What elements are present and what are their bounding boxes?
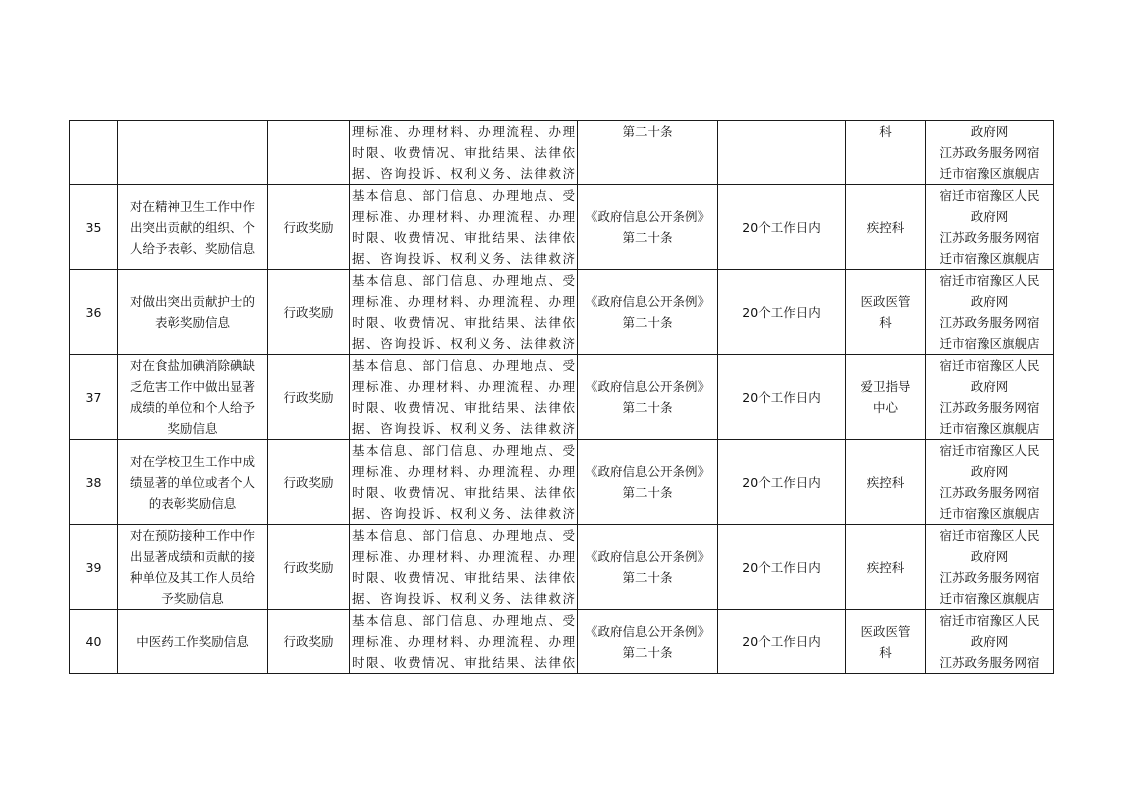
basis-line: 《政府信息公开条例》: [584, 379, 710, 394]
content-line: 时限、收费情况、审批结果、法律依: [352, 400, 575, 415]
category-cell: 行政奖励: [268, 525, 350, 610]
department-cell: [846, 355, 926, 440]
department-cell: [846, 610, 926, 674]
channel-cell: [926, 121, 1054, 185]
channel-line: 政府网: [970, 124, 1009, 139]
row-number-cell: 40: [70, 610, 118, 674]
content-line: 理标准、办理材料、办理流程、办理: [352, 464, 575, 479]
table-row: [70, 610, 1054, 674]
department-cell: [846, 121, 926, 185]
content-cell: [350, 610, 578, 674]
item-name-line: 的表彰奖励信息: [148, 495, 237, 511]
time-limit-cell: 20个工作日内: [718, 270, 846, 355]
table-row: [70, 270, 1054, 355]
content-line: 基本信息、部门信息、办理地点、受: [352, 613, 575, 628]
time-limit-cell: 20个工作日内: [718, 525, 846, 610]
item-name-cell: [118, 121, 268, 185]
content-line: 时限、收费情况、审批结果、法律依: [352, 230, 575, 245]
content-line: 据、咨询投诉、权利义务、法律救济: [352, 421, 575, 436]
channel-line: 迁市宿豫区旗舰店: [939, 336, 1040, 351]
basis-line: 《政府信息公开条例》: [584, 549, 710, 564]
channel-line: 迁市宿豫区旗舰店: [939, 591, 1040, 606]
item-name-line: 乏危害工作中做出显著: [129, 379, 255, 394]
item-name-line: 对做出突出贡献护士的: [129, 294, 255, 309]
content-cell: [350, 525, 578, 610]
content-cell: [350, 270, 578, 355]
content-line: 基本信息、部门信息、办理地点、受: [352, 443, 575, 458]
channel-line: 宿迁市宿豫区人民: [939, 613, 1040, 628]
item-name-line: 出显著成绩和贡献的接: [129, 549, 255, 564]
row-number-cell: [70, 121, 118, 185]
row-number-cell: 38: [70, 440, 118, 525]
channel-line: 宿迁市宿豫区人民: [939, 443, 1040, 458]
channel-line: 政府网: [970, 209, 1009, 224]
content-line: 理标准、办理材料、办理流程、办理: [352, 294, 575, 309]
basis-line: 第二十条: [622, 400, 673, 415]
channel-line: 迁市宿豫区旗舰店: [939, 166, 1040, 181]
content-cell: [350, 121, 578, 185]
item-name-line: 予奖励信息: [161, 591, 224, 606]
content-line: 基本信息、部门信息、办理地点、受: [352, 358, 575, 373]
department-line: 科: [879, 315, 892, 330]
disclosure-table: [69, 120, 1054, 674]
item-name-cell: [118, 610, 268, 674]
basis-cell: [578, 440, 718, 525]
time-limit-cell: [718, 121, 846, 185]
department-cell: [846, 270, 926, 355]
content-line: 据、咨询投诉、权利义务、法律救济: [352, 336, 575, 351]
content-line: 理标准、办理材料、办理流程、办理: [352, 209, 575, 224]
basis-cell: [578, 270, 718, 355]
department-line: 疾控科: [866, 474, 905, 490]
channel-line: 江苏政务服务网宿: [939, 655, 1040, 670]
content-line: 据、咨询投诉、权利义务、法律救济: [352, 166, 575, 181]
channel-cell: [926, 355, 1054, 440]
category-cell: 行政奖励: [268, 270, 350, 355]
basis-line: 第二十条: [622, 230, 673, 245]
channel-line: 宿迁市宿豫区人民: [939, 528, 1040, 543]
channel-line: 政府网: [970, 379, 1009, 394]
basis-cell: [578, 121, 718, 185]
department-cell: [846, 525, 926, 610]
content-line: 理标准、办理材料、办理流程、办理: [352, 549, 575, 564]
channel-line: 江苏政务服务网宿: [939, 145, 1040, 160]
category-cell: 行政奖励: [268, 440, 350, 525]
basis-line: 《政府信息公开条例》: [584, 209, 710, 224]
basis-cell: [578, 525, 718, 610]
category-cell: [268, 121, 350, 185]
item-name-cell: [118, 185, 268, 270]
time-limit-cell: 20个工作日内: [718, 440, 846, 525]
content-line: 时限、收费情况、审批结果、法律依: [352, 570, 575, 585]
basis-line: 第二十条: [622, 124, 673, 139]
channel-line: 政府网: [970, 634, 1009, 649]
channel-line: 迁市宿豫区旗舰店: [939, 421, 1040, 436]
content-cell: [350, 355, 578, 440]
item-name-line: 绩显著的单位或者个人: [129, 474, 255, 490]
content-cell: [350, 185, 578, 270]
department-line: 疾控科: [866, 219, 905, 235]
table-row: [70, 525, 1054, 610]
basis-line: 第二十条: [622, 315, 673, 330]
channel-cell: [926, 525, 1054, 610]
content-line: 时限、收费情况、审批结果、法律依: [352, 485, 575, 500]
basis-cell: [578, 355, 718, 440]
department-cell: [846, 440, 926, 525]
category-cell: 行政奖励: [268, 355, 350, 440]
item-name-cell: [118, 355, 268, 440]
channel-line: 江苏政务服务网宿: [939, 570, 1040, 585]
item-name-cell: [118, 270, 268, 355]
channel-cell: [926, 185, 1054, 270]
table-row: [70, 440, 1054, 525]
channel-line: 宿迁市宿豫区人民: [939, 188, 1040, 203]
department-line: 中心: [872, 400, 898, 415]
basis-line: 《政府信息公开条例》: [584, 623, 710, 639]
content-line: 时限、收费情况、审批结果、法律依: [352, 315, 575, 330]
item-name-line: 表彰奖励信息: [154, 315, 230, 330]
department-line: 疾控科: [866, 559, 905, 575]
item-name-line: 对在食盐加碘消除碘缺: [129, 358, 255, 373]
channel-line: 江苏政务服务网宿: [939, 485, 1040, 500]
row-number-cell: 37: [70, 355, 118, 440]
basis-line: 《政府信息公开条例》: [584, 464, 710, 479]
department-line: 科: [879, 644, 892, 660]
item-name-line: 人给予表彰、奖励信息: [129, 240, 255, 256]
basis-line: 《政府信息公开条例》: [584, 294, 710, 309]
content-line: 基本信息、部门信息、办理地点、受: [352, 273, 575, 288]
table-row: [70, 185, 1054, 270]
channel-line: 宿迁市宿豫区人民: [939, 358, 1040, 373]
channel-line: 政府网: [970, 549, 1009, 564]
content-line: 基本信息、部门信息、办理地点、受: [352, 528, 575, 543]
channel-line: 宿迁市宿豫区人民: [939, 273, 1040, 288]
time-limit-cell: 20个工作日内: [718, 355, 846, 440]
time-limit-cell: 20个工作日内: [718, 610, 846, 674]
channel-line: 政府网: [970, 294, 1009, 309]
channel-line: 迁市宿豫区旗舰店: [939, 251, 1040, 266]
content-line: 基本信息、部门信息、办理地点、受: [352, 188, 575, 203]
basis-cell: [578, 610, 718, 674]
category-cell: 行政奖励: [268, 185, 350, 270]
table-row: [70, 121, 1054, 185]
item-name-line: 奖励信息: [167, 421, 218, 436]
department-line: 科: [879, 124, 892, 139]
content-cell: [350, 440, 578, 525]
content-line: 据、咨询投诉、权利义务、法律救济: [352, 591, 575, 606]
item-name-line: 出突出贡献的组织、个: [129, 219, 255, 235]
department-line: 医政医管: [860, 294, 911, 309]
content-line: 据、咨询投诉、权利义务、法律救济: [352, 506, 575, 521]
channel-cell: [926, 610, 1054, 674]
basis-line: 第二十条: [622, 485, 673, 500]
content-line: 时限、收费情况、审批结果、法律依: [352, 655, 575, 670]
category-cell: 行政奖励: [268, 610, 350, 674]
row-number-cell: 39: [70, 525, 118, 610]
row-number-cell: 36: [70, 270, 118, 355]
table-row: [70, 355, 1054, 440]
item-name-line: 成绩的单位和个人给予: [129, 400, 255, 415]
item-name-cell: [118, 440, 268, 525]
channel-line: 江苏政务服务网宿: [939, 400, 1040, 415]
basis-line: 第二十条: [622, 570, 673, 585]
content-line: 据、咨询投诉、权利义务、法律救济: [352, 251, 575, 266]
item-name-line: 对在预防接种工作中作: [129, 528, 255, 543]
department-line: 爱卫指导: [860, 379, 911, 394]
time-limit-cell: 20个工作日内: [718, 185, 846, 270]
basis-cell: [578, 185, 718, 270]
item-name-line: 对在精神卫生工作中作: [129, 198, 255, 214]
basis-line: 第二十条: [622, 644, 673, 660]
channel-cell: [926, 270, 1054, 355]
content-line: 理标准、办理材料、办理流程、办理: [352, 634, 575, 649]
department-line: 医政医管: [860, 623, 911, 639]
channel-line: 江苏政务服务网宿: [939, 230, 1040, 245]
channel-cell: [926, 440, 1054, 525]
content-line: 理标准、办理材料、办理流程、办理: [352, 124, 575, 139]
item-name-line: 对在学校卫生工作中成: [129, 453, 255, 469]
item-name-cell: [118, 525, 268, 610]
channel-line: 江苏政务服务网宿: [939, 315, 1040, 330]
content-line: 理标准、办理材料、办理流程、办理: [352, 379, 575, 394]
item-name-line: 中医药工作奖励信息: [136, 634, 249, 649]
channel-line: 迁市宿豫区旗舰店: [939, 506, 1040, 521]
content-line: 时限、收费情况、审批结果、法律依: [352, 145, 575, 160]
item-name-line: 种单位及其工作人员给: [129, 570, 255, 585]
row-number-cell: 35: [70, 185, 118, 270]
department-cell: [846, 185, 926, 270]
channel-line: 政府网: [970, 464, 1009, 479]
